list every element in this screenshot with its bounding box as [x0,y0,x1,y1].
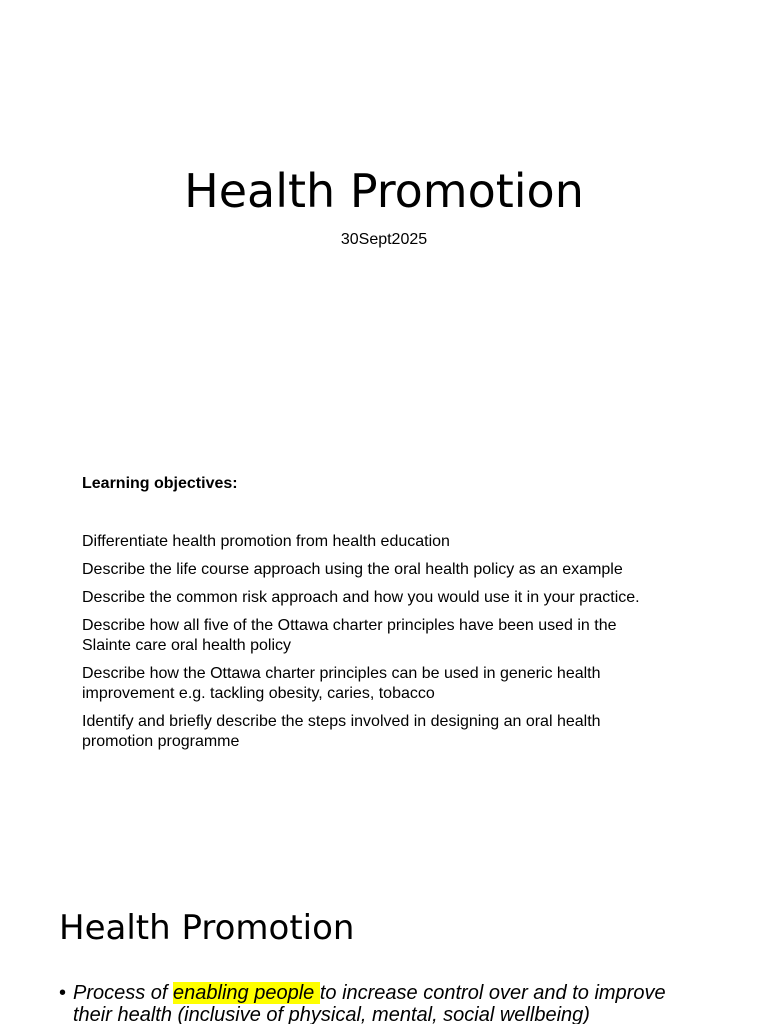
bullet-icon: • [59,982,67,1004]
objectives-list [82,532,662,760]
objective-item: Describe how all five of the Ottawa charter principles have been used in the Slainte care oral health policy [82,617,617,654]
objective-item: Describe the life course approach using the oral health policy as an example [82,561,623,578]
definition-text-before: Process of [73,982,174,1004]
objective-item: Describe how the Ottawa charter principles can be used in generic health improvement e.g. tackling obesity, caries, tobacco [82,665,601,702]
slide-title: Health Promotion [59,908,355,948]
definition-text [73,982,699,1024]
objective-item: Identify and briefly describe the steps involved in designing an oral health promotion programme [82,713,601,750]
learning-objectives-slide [0,432,768,864]
definition-text-after: to increase control over and to improve their health (inclusive of physical, mental, social wellbeing) [73,982,666,1024]
presentation-date: 30Sept2025 [340,231,428,248]
objective-item: Differentiate health promotion from health education [82,533,450,550]
title-slide [0,0,768,432]
objectives-heading: Learning objectives: [82,475,238,492]
highlighted-phrase: enabling people [173,982,320,1004]
definition-slide [0,864,768,1024]
objective-item: Describe the common risk approach and how you would use it in your practice. [82,589,640,606]
definition-bullet [59,982,699,1024]
presentation-title: Health Promotion [184,164,584,218]
